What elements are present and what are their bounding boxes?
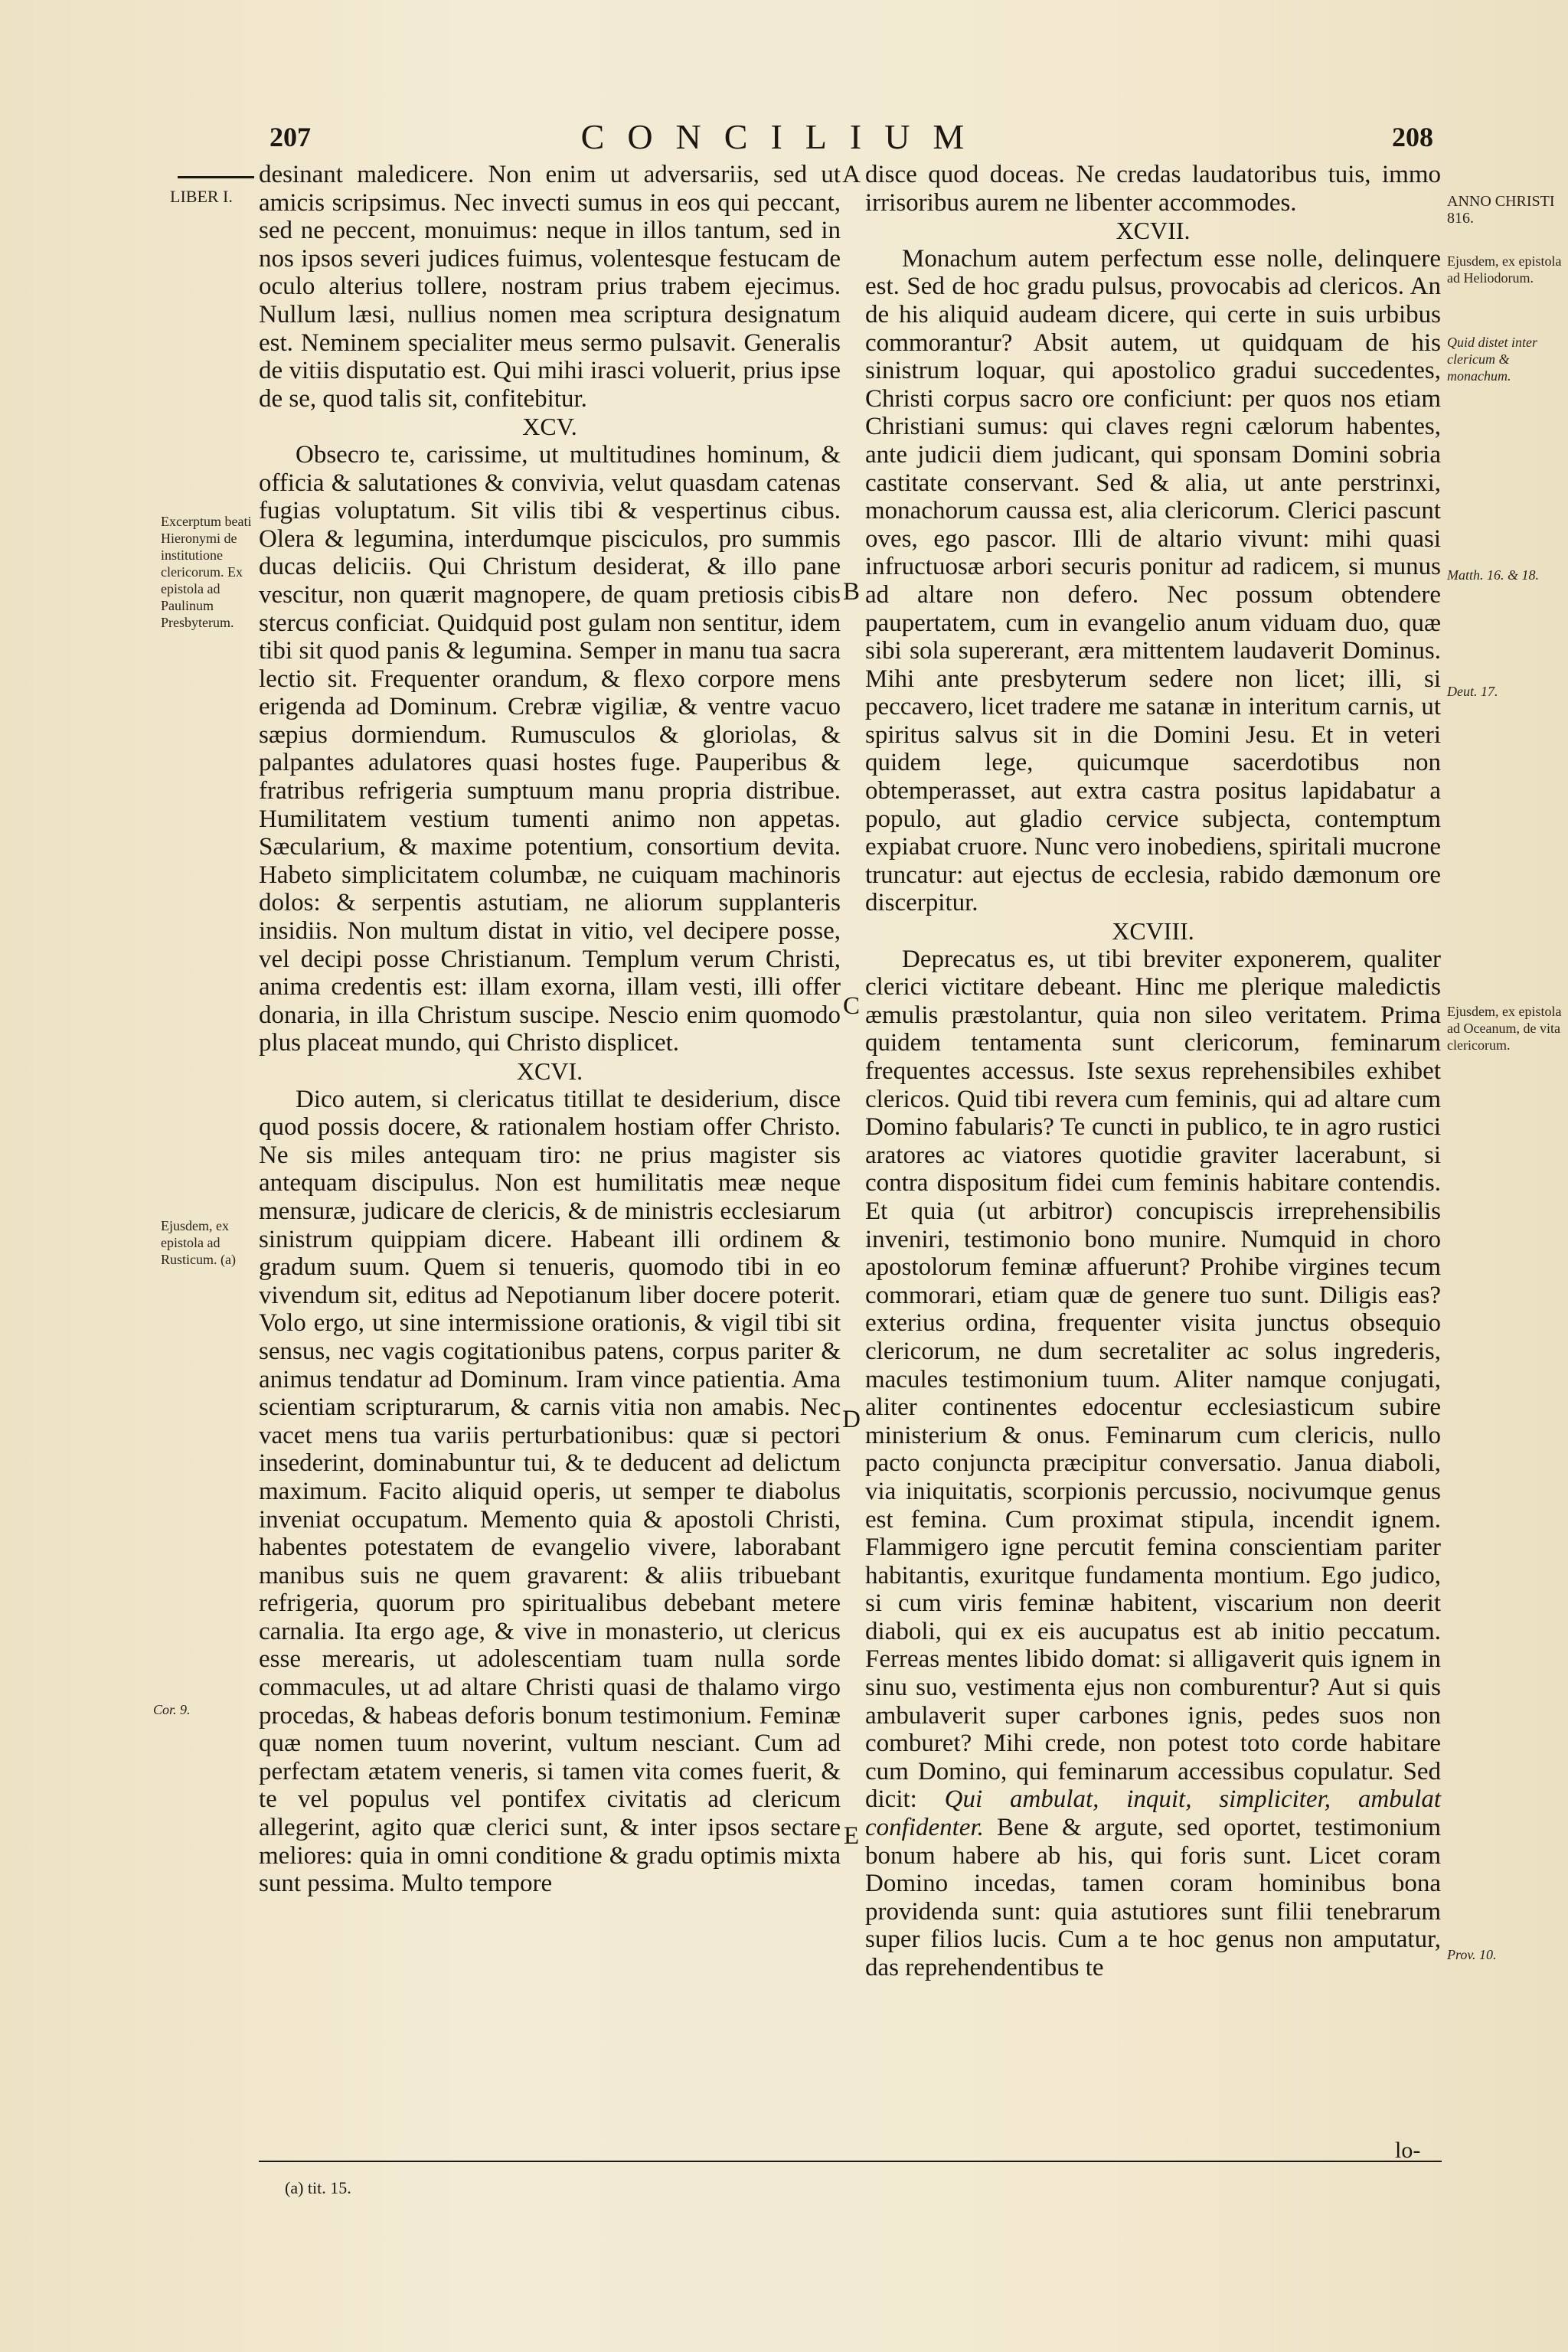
right-paragraph-2: Monachum autem perfectum esse nolle, delinquere est. Sed de hoc gradu pulsus, provocabis ad clericos. An de his aliquid audeam dicere, qui certe in suis urbibus commorantur? Absit autem, ut quidquam de his sinistrum loquar, qui apostolico gradui succedentes, Christi corpus sacro ore conficiunt: per quos nos etiam Christiani sumus: qui claves regni cælorum habentes, ante judicii diem judicant, qui sponsam Domini sobria castitate conservant. Sed & alia, ut ante perstrinxi, monachorum caussa est, alia clericorum. Clerici pascunt oves, ego pascor. Illi de altario vivunt: mihi quasi infructuosæ arbori securis ponitur ad radicem, si munus ad altare non defero. Nec possum obtendere paupertatem, cum in evangelio anum viduam duo, quæ sibi sola supererant, æra mittentem laudaverit Dominus. Mihi ante presbyterum sedere non licet; illi, si peccavero, licet tradere me satanæ in interitum carnis, ut spiritus salvus sit in die Domini Jesu. Et in veteri quidem lege, quicumque sacerdotibus non obtemperasset, aut extra castra positus lapidabatur a populo, aut gladio cervice subjecta, contemptum expiabat cruore. Nunc vero inobediens, spiritali mucrone truncatur: aut ejectus de ecclesia, rabido dæmonum ore discerpitur. (865, 244, 1441, 917)
page-number-right: 208 (1392, 122, 1433, 152)
section-letter-e: E (843, 1822, 860, 1850)
footnote-rule (259, 2161, 1442, 2162)
left-paragraph-1: desinant maledicere. Non enim ut adversariis, sed ut amicis scripsimus. Nec invecti sumus in eos qui peccant, sed ne peccent, monuimus: neque in illos tantum, sed in nos ipsos severi judices fuimus, volentesque festucam de oculo alterius tollere, nostram prius trabem ejecimus. Nullum læsi, nullius nomen mea scriptura designatum est. Neminem specialiter meus sermo pulsavit. Generalis de vitiis disputatio est. Qui mihi irasci voluerit, prius ipse de se, quod talis sit, confitebitur. (259, 161, 841, 413)
catchword: lo- (1395, 2138, 1421, 2163)
right-paragraph-3-text: Deprecatus es, ut tibi breviter exponerem, qualiter clerici victitare debeant. Hinc me plerique maledictis æmulis præstolantur, quia non sileo veritatem. Prima quidem tentamenta sunt clericorum, feminarum frequentes accessus. Iste sexus reprehensibiles exhibet clericos. Quid tibi revera cum feminis, qui ad altare cum Domino fabularis? Te cuncti in publico, te in agro rustici aratores ac viatores quotidie graviter lacerabunt, si contra dispositum fidei cum feminis habitare contendis. Et quia (ut arbitror) concupiscis irreprehensibilis inveniri, testimonio bono munire. Numquid in choro apostolorum feminæ affuerunt? Prohibe virgines tecum commorari, etiam quæ de genere tuo sunt. Diligis eas? exterius ordina, frequenter visita junctus obsequio clericorum, ne dum secretaliter ac solus ingrederis, macules testimonium tuum. Aliter namque conjugati, aliter continentes edocentur ecclesiasticum subire ministerium & onus. Feminarum cum clericis, nullo pacto conjuncta præcipitur conversatio. Janua diaboli, via iniquitatis, scorpionis percussio, nocivumque genus est femina. Cum proximat stipula, incendit ignem. Flammigero igne percutit femina conscientiam pariter habitantis, exuritque fundamenta montium. Ego judico, si cum viris feminæ habitent, viscarium non deerit diaboli, qui ex eis aucupatus est ab initio peccatum. Ferreas mentes libido domat: si alligaverit quis ignem in sinu suo, vestimenta ejus non comburentur? Aut si quis ambulaverit super carbones ignis, pedes suos non comburet? Mihi crede, non potest toto corde habitare cum Domino, qui feminarum accessibus copulatur. Sed dicit: (865, 945, 1441, 1814)
section-heading-97: XCVII. (1116, 217, 1191, 245)
margin-quid-distet: Quid distet inter clericum & monachum. (1447, 335, 1537, 384)
right-column (865, 161, 1441, 1982)
right-paragraph-1: disce quod doceas. Ne credas laudatoribus tuis, immo irrisoribus aurem ne libenter accommodes. (865, 161, 1441, 217)
margin-ejusdem-heliodorum: Ejusdem, ex epistola ad Heliodorum. (1447, 253, 1562, 286)
margin-excerptum: Excerptum beati Hieronymi de institutione clericorum. Ex epistola ad Paulinum Presbyterum. (161, 514, 252, 630)
left-column (259, 161, 841, 1898)
section-letter-a: A (842, 161, 861, 188)
section-heading-96: XCVI. (516, 1057, 583, 1085)
section-letter-c: C (842, 992, 860, 1020)
margin-matth: Matth. 16. & 18. (1447, 567, 1539, 583)
right-paragraph-3-continued: Bene & argute, sed oportet, testimonium bonum habere ab his, qui foris sunt. Licet coram Domino incedas, tamen coram hominibus bona providenda sunt: quia astutiores sunt filii tenebrarum super filios lucis. Cum a te hoc genus non amputatur, das reprehendentibus te (865, 1814, 1441, 1981)
section-letter-b: B (842, 578, 860, 606)
page-number-left: 207 (270, 122, 311, 152)
margin-ejusdem-rusticum: Ejusdem, ex epistola ad Rusticum. (a) (161, 1218, 236, 1267)
section-heading-95: XCV. (522, 413, 577, 441)
running-title: CONCILIUM (580, 117, 988, 156)
margin-prov: Prov. 10. (1447, 1947, 1497, 1962)
scripture-quote: Qui ambulat, inquit, simpliciter, ambulat confidenter. (865, 1785, 1441, 1842)
continuation-dash (178, 176, 254, 178)
left-paragraph-3: Dico autem, si clericatus titillat te desiderium, disce quod possis docere, & rationalem hostiam offer Christo. Ne sis miles antequam tiro: ne prius magister sis antequam discipulus. Non est humilitatis meæ neque mensuræ, judicare de clericis, & de ministris ecclesiarum sinistrum quippiam dicere. Habeant illi ordinem & gradum suum. Quem si tenueris, quomodo tibi in eo vivendum sit, editus ad Nepotianum liber docere poterit. Volo ergo, ut sine intermissione orationis, & vigil tibi sit sensus, nec vagis cogitationibus patens, corpus pariter & animus tendatur ad Dominum. Iram vince patientia. Ama scientiam scripturarum, & carnis vitia non amabis. Nec vacet mens tua variis perturbationibus: quæ si pectori insederint, dominabuntur tui, & te deducent ad delictum maximum. Facito aliquid operis, ut semper te diabolus inveniat occupatum. Memento quia & apostoli Christi, habentes potestatem de evangelio vivere, laborabant manibus suis ne quem gravarent: & aliis tribuebant refrigeria, quorum pro spiritualibus debebant metere carnalia. Ita ergo age, & vive in monasterio, ut clericus esse merearis, ut adolescentiam tuam nulla sorde commacules, ut ad altare Christi quasi de thalamo virgo procedas, & habeas deforis bonum testimonium. Feminæ quæ nomen tuum noverint, vultum nesciant. Cum ad perfectam ætatem veneris, si tamen vita comes fuerit, & te vel populus vel pontifex civitatis ad clericum allegerint, agito quæ clerici sunt, & inter ipsos sectare meliores: quia in omni conditione & gradu optimis mixta sunt pessima. Multo tempore (259, 1085, 841, 1898)
left-paragraph-2: Obsecro te, carissime, ut multitudines hominum, & officia & salutationes & convivia, velut quasdam catenas fugias voluptatum. Sit vilis tibi & vespertinus cibus. Olera & legumina, interdumque pisciculos, pro summis ducas deliciis. Qui Christum desiderat, & illo pane vescitur, non quærit magnopere, de quam pretiosis cibis stercus conficiat. Quidquid post gulam non sentitur, idem tibi sit quod panis & legumina. Semper in manu tua sacra lectio sit. Frequenter orandum, & flexo corpore mens erigenda ad Dominum. Crebræ vigiliæ, & ventre vacuo sæpius dormiendum. Rumusculos & gloriolas, & palpantes adulatores quasi hostes fuge. Pauperibus & fratribus refrigeria sumptuum manu propria distribue. Humilitatem vestium tumenti animo non appetas. Sæcularium, & maxime potentium, consortium devita. Habeto simplicitatem columbæ, ne cuiquam machinoris dolos: & serpentis astutiam, ne aliorum supplanteris insidiis. Non multum distat in vitio, vel decipere posse, vel decipi posse Christianum. Templum verum Christi, anima credentis est: illam exorna, illam vesti, illi offer donaria, in illa Christum suscipe. Nescio enim quomodo plus placeat mundo, qui Christo displicet. (259, 440, 841, 1057)
margin-ejusdem-oceanum: Ejusdem, ex epistola ad Oceanum, de vita clericorum. (1447, 1004, 1562, 1053)
section-heading-98: XCVIII. (1112, 917, 1194, 946)
footnote: (a) tit. 15. (285, 2178, 351, 2197)
margin-anno: ANNO CHRISTI 816. (1447, 193, 1555, 227)
section-letter-d: D (842, 1406, 861, 1433)
right-paragraph-3 (865, 946, 1441, 1982)
margin-deut: Deut. 17. (1447, 684, 1498, 699)
margin-cor: Cor. 9. (153, 1702, 191, 1717)
margin-liber: LIBER I. (170, 187, 233, 206)
